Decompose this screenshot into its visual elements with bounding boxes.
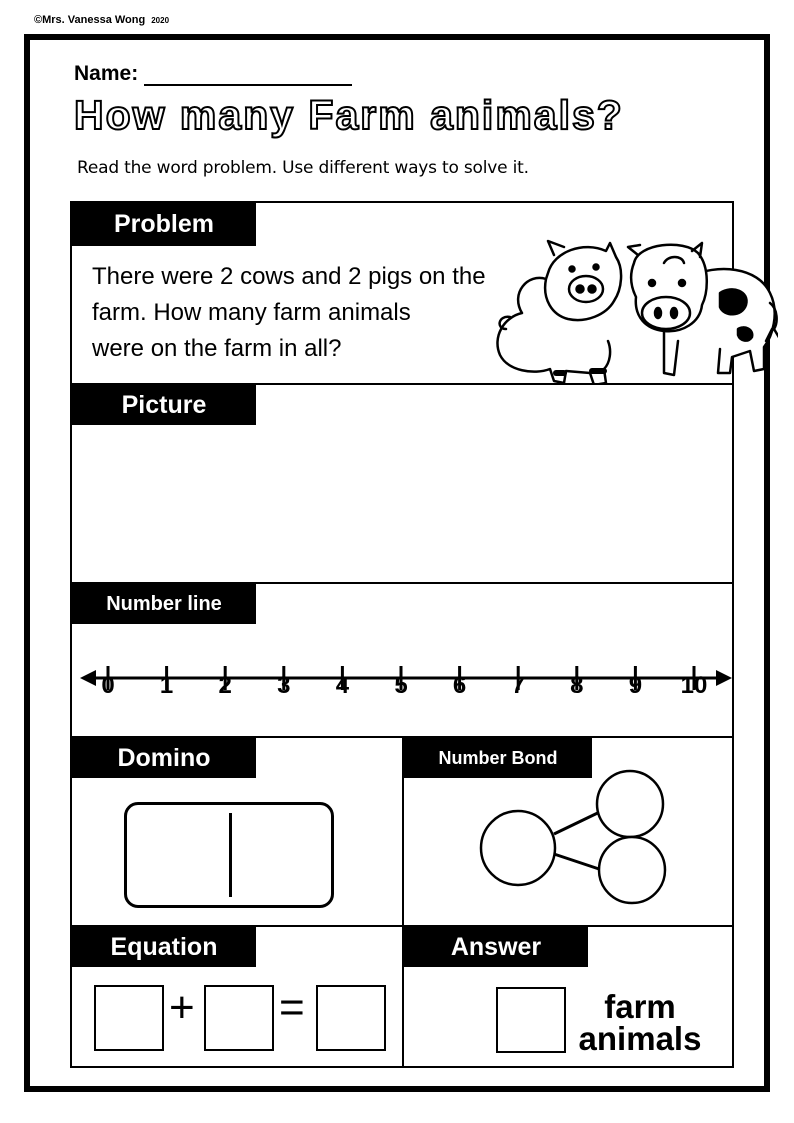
problem-line: were on the farm in all? [92,335,342,362]
number-line-number: 5 [394,672,408,699]
cow-illustration [628,243,778,375]
copyright [34,14,169,26]
problem-section [70,201,734,385]
answer-unit-line: animals [578,1020,702,1057]
number-line-number: 2 [218,672,232,699]
answer-box[interactable] [496,987,566,1053]
name-field[interactable] [144,64,352,86]
answer-unit-line: farm [604,988,676,1025]
instructions: Read the word problem. Use different ways to solve it. [77,158,529,178]
number-line-number: 1 [159,672,174,699]
name-row [74,62,352,86]
farm-animals-illustration [488,233,778,393]
sum-box[interactable] [316,985,386,1051]
number-line-section [70,582,734,738]
problem-line: farm. How many farm animals [92,299,411,326]
problem-text [92,259,522,367]
picture-drawing-area[interactable] [72,425,732,582]
problem-line: There were 2 cows and 2 pigs on the [92,263,486,290]
domino-section [70,736,404,927]
number-line-number: 10 [680,672,708,699]
number-bond-part-circle [599,837,665,903]
pig-illustration [497,241,621,385]
number-bond-whole-circle [481,811,555,885]
number-line-label: Number line [72,584,256,624]
answer-label: Answer [404,927,588,967]
picture-label: Picture [72,385,256,425]
plus-sign: + [169,983,195,1032]
copyright-year: 2020 [151,16,170,25]
number-line-number: 8 [570,672,584,699]
number-line-right-arrow [716,670,732,686]
domino-label: Domino [72,738,256,778]
number-bond-part-circle [597,771,663,837]
addend-box[interactable] [204,985,274,1051]
domino-tile[interactable] [124,802,334,908]
number-line-number: 4 [335,672,350,699]
number-bond-section [402,736,734,927]
answer-section [402,925,734,1068]
number-line [72,584,732,736]
equation-section [70,925,404,1068]
addend-box[interactable] [94,985,164,1051]
number-line-number: 6 [452,672,467,699]
page-title: How many Farm animals? [74,92,624,138]
number-line-number: 0 [101,672,115,699]
picture-section [70,383,734,584]
number-line-left-arrow [80,670,96,686]
problem-label: Problem [72,203,256,246]
equation-label: Equation [72,927,256,967]
name-label: Name: [74,62,139,85]
number-line-number: 9 [628,672,643,699]
copyright-text: ©Mrs. Vanessa Wong [34,14,146,26]
number-bond-label: Number Bond [404,738,592,778]
number-line-number: 3 [277,672,291,699]
number-line-number: 7 [511,672,525,699]
answer-unit [570,988,710,1057]
number-bond-diagram [404,738,734,926]
equals-sign: = [279,983,305,1032]
domino-divider [229,813,232,897]
